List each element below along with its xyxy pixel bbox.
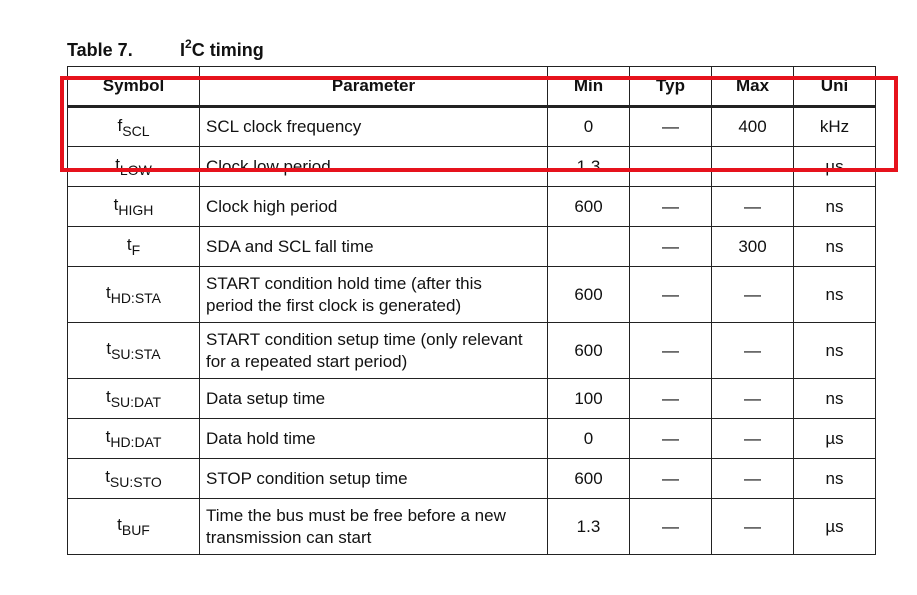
unit-cell: ns xyxy=(794,187,876,227)
header-unit: Uni xyxy=(794,67,876,107)
min-cell: 0 xyxy=(548,419,630,459)
parameter-line: Time the bus must be free before a new xyxy=(206,505,506,525)
unit-cell: ns xyxy=(794,323,876,379)
max-cell: 300 xyxy=(712,227,794,267)
max-cell: — xyxy=(712,323,794,379)
symbol-subscript: SU:STA xyxy=(111,346,161,362)
table-caption xyxy=(67,38,264,61)
table-row xyxy=(68,187,876,227)
unit-cell: µs xyxy=(794,499,876,555)
symbol-cell xyxy=(68,459,200,499)
unit-cell: µs xyxy=(794,419,876,459)
typ-cell: — xyxy=(630,267,712,323)
symbol-base: t xyxy=(106,339,112,358)
parameter-cell: SCL clock frequency xyxy=(200,107,548,147)
unit-cell: µs xyxy=(794,147,876,187)
typ-cell: — xyxy=(630,323,712,379)
typ-cell: — xyxy=(630,379,712,419)
typ-cell: — xyxy=(630,419,712,459)
header-min: Min xyxy=(548,67,630,107)
symbol-cell xyxy=(68,267,200,323)
symbol-cell xyxy=(68,419,200,459)
table-row xyxy=(68,419,876,459)
min-cell: 0 xyxy=(548,107,630,147)
typ-cell: — xyxy=(630,107,712,147)
header-symbol: Symbol xyxy=(68,67,200,107)
table-row xyxy=(68,379,876,419)
symbol-cell xyxy=(68,147,200,187)
max-cell: — xyxy=(712,499,794,555)
table-title xyxy=(180,37,264,60)
parameter-line: for a repeated start period) xyxy=(206,351,408,371)
parameter-cell xyxy=(200,323,548,379)
symbol-subscript: HD:STA xyxy=(110,290,162,306)
parameter-cell xyxy=(200,499,548,555)
title-rest: C timing xyxy=(191,40,264,60)
symbol-subscript: BUF xyxy=(121,522,150,538)
header-parameter: Parameter xyxy=(200,67,548,107)
parameter-cell: SDA and SCL fall time xyxy=(200,227,548,267)
symbol-cell xyxy=(68,323,200,379)
symbol-base: t xyxy=(115,155,120,174)
typ-cell: — xyxy=(630,499,712,555)
symbol-base: t xyxy=(105,283,111,302)
max-cell xyxy=(712,147,794,187)
max-cell: — xyxy=(712,379,794,419)
symbol-base: t xyxy=(105,387,111,406)
symbol-subscript: HIGH xyxy=(118,202,154,218)
min-cell xyxy=(548,227,630,267)
symbol-subscript: F xyxy=(131,242,141,258)
unit-cell: ns xyxy=(794,267,876,323)
symbol-base: t xyxy=(105,467,110,486)
typ-cell: — xyxy=(630,459,712,499)
i2c-timing-table xyxy=(67,66,876,555)
max-cell: — xyxy=(712,267,794,323)
parameter-cell: Data setup time xyxy=(200,379,548,419)
table-row xyxy=(68,459,876,499)
table-row xyxy=(68,323,876,379)
min-cell: 600 xyxy=(548,187,630,227)
parameter-cell: STOP condition setup time xyxy=(200,459,548,499)
symbol-base: t xyxy=(117,515,122,534)
header-row xyxy=(68,67,876,107)
table-row xyxy=(68,227,876,267)
symbol-subscript: SCL xyxy=(122,122,150,139)
symbol-subscript: LOW xyxy=(119,162,152,178)
symbol-cell xyxy=(68,187,200,227)
symbol-base: f xyxy=(117,115,123,135)
header-typ: Typ xyxy=(630,67,712,107)
symbol-subscript: HD:DAT xyxy=(110,434,162,450)
unit-cell: ns xyxy=(794,459,876,499)
typ-cell xyxy=(630,147,712,187)
max-cell: — xyxy=(712,459,794,499)
min-cell: 600 xyxy=(548,459,630,499)
typ-cell: — xyxy=(630,187,712,227)
table-row xyxy=(68,147,876,187)
table-row xyxy=(68,499,876,555)
unit-cell: kHz xyxy=(794,107,876,147)
parameter-line: period the first clock is generated) xyxy=(206,295,462,315)
max-cell: — xyxy=(712,187,794,227)
symbol-subscript: SU:STO xyxy=(109,474,162,490)
min-cell: 600 xyxy=(548,323,630,379)
symbol-base: t xyxy=(105,427,111,446)
max-cell: 400 xyxy=(712,107,794,147)
title-prefix: I xyxy=(180,40,186,60)
table-row xyxy=(68,107,876,147)
typ-cell: — xyxy=(630,227,712,267)
header-max: Max xyxy=(712,67,794,107)
min-cell: 100 xyxy=(548,379,630,419)
symbol-subscript: SU:DAT xyxy=(110,394,162,410)
parameter-line: START condition hold time (after this xyxy=(206,273,482,293)
parameter-cell xyxy=(200,267,548,323)
parameter-cell: Data hold time xyxy=(200,419,548,459)
symbol-base: t xyxy=(113,195,119,214)
table-row xyxy=(68,267,876,323)
symbol-cell xyxy=(68,107,200,147)
min-cell: 1.3 xyxy=(548,147,630,187)
parameter-line: transmission can start xyxy=(206,527,372,547)
symbol-cell xyxy=(68,499,200,555)
parameter-line: START condition setup time (only relevant xyxy=(206,329,523,349)
table-number: Table 7. xyxy=(67,40,133,60)
symbol-cell xyxy=(68,379,200,419)
min-cell: 1.3 xyxy=(548,499,630,555)
unit-cell: ns xyxy=(794,379,876,419)
min-cell: 600 xyxy=(548,267,630,323)
symbol-base: t xyxy=(126,235,132,254)
unit-cell: ns xyxy=(794,227,876,267)
title-superscript: 2 xyxy=(185,37,192,51)
parameter-cell: Clock low period xyxy=(200,147,548,187)
parameter-cell: Clock high period xyxy=(200,187,548,227)
max-cell: — xyxy=(712,419,794,459)
symbol-cell xyxy=(68,227,200,267)
